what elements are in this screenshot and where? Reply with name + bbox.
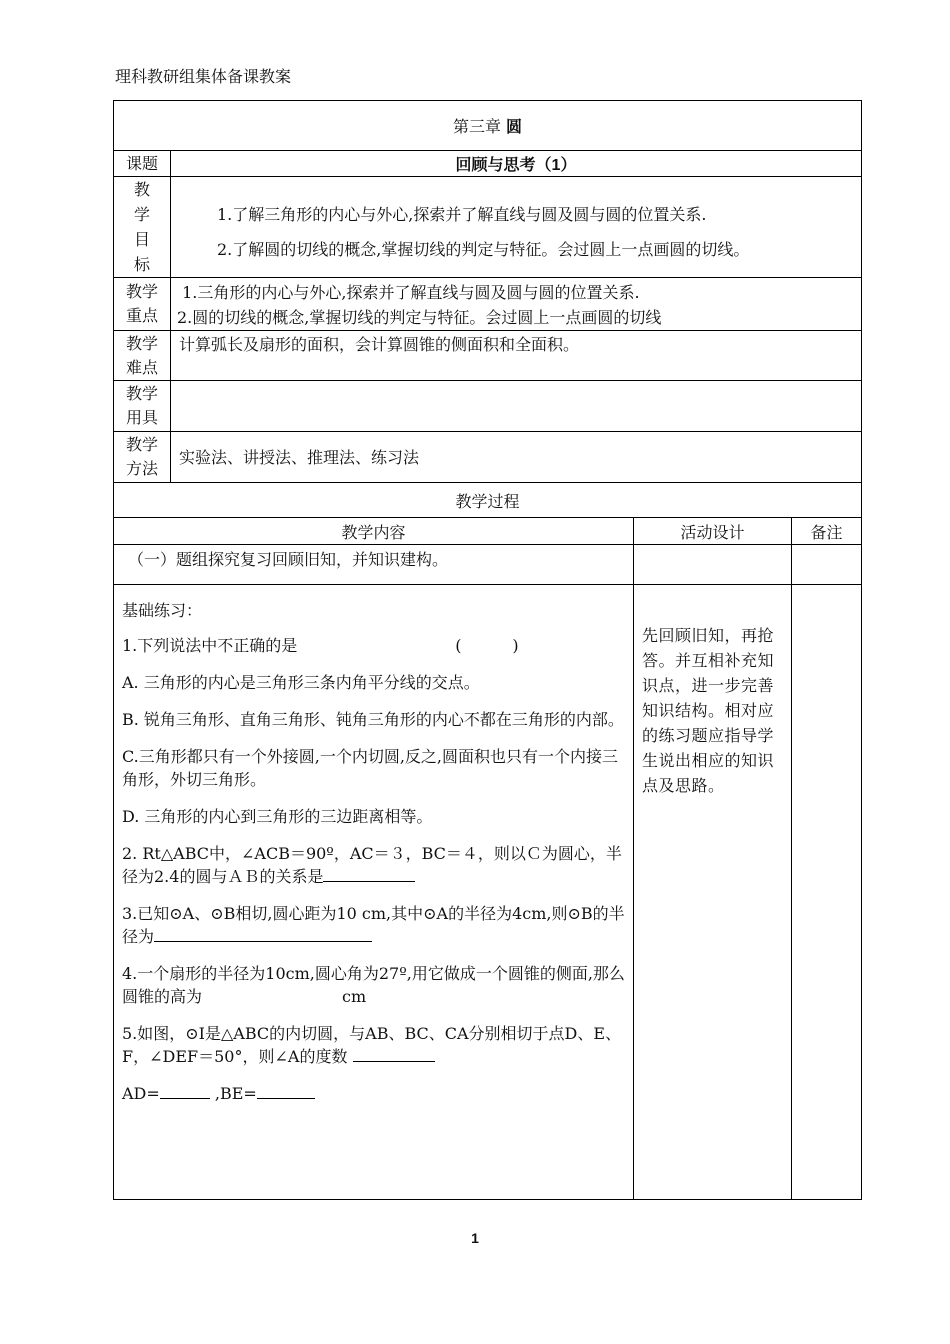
option-d: D. 三角形的内心到三角形的三边距离相等。	[122, 807, 433, 826]
focus-content	[171, 278, 862, 331]
process-intro: （一）题组探究复习回顾旧知，并知识建构。	[114, 545, 634, 585]
exercise-heading: 基础练习：	[122, 601, 203, 620]
page-header: 理科教研组集体备课教案	[115, 67, 292, 86]
intro-notes-cell	[792, 545, 862, 585]
topic-value: 回顾与思考（1）	[171, 151, 862, 177]
answer-blank	[160, 1084, 210, 1099]
answer-blank	[323, 867, 415, 882]
tools-label: 教学 用具	[114, 381, 171, 432]
notes-cell	[792, 585, 862, 1200]
goals-content	[171, 177, 862, 278]
difficulty-content: 计算弧长及扇形的面积，会计算圆锥的侧面积和全面积。	[171, 331, 862, 381]
option-a: A. 三角形的内心是三角形三条内角平分线的交点。	[122, 673, 480, 692]
intro-activity-cell	[634, 545, 792, 585]
question-5: 5.如图，⊙I是△ABC的内切圆，与AB、BC、CA分别相切于点D、E、F，∠DEF＝50°，则∠A的度数	[122, 1024, 622, 1066]
question-5-segments: AD= ,BE=	[122, 1082, 625, 1105]
goal-item: 2.了解圆的切线的概念,掌握切线的判定与特征。会过圆上一点画圆的切线。	[217, 240, 750, 259]
goals-label: 教 学 目 标	[114, 177, 171, 278]
chapter-title	[114, 101, 862, 151]
column-header-notes: 备注	[792, 518, 862, 545]
goal-item: 1.了解三角形的内心与外心,探索并了解直线与圆及圆与圆的位置关系.	[217, 205, 707, 224]
chapter-prefix: 第三章	[452, 117, 501, 136]
answer-blank	[353, 1047, 435, 1062]
tools-content	[171, 381, 862, 432]
topic-label: 课题	[114, 151, 171, 177]
page-number: 1	[471, 1230, 479, 1246]
question-1: 1.下列说法中不正确的是 ( )	[122, 636, 519, 655]
focus-item: 2.圆的切线的概念,掌握切线的判定与特征。会过圆上一点画圆的切线	[177, 308, 662, 327]
option-b: B. 锐角三角形、直角三角形、钝角三角形的内心不都在三角形的内部。	[122, 710, 624, 729]
answer-blank	[154, 927, 372, 942]
focus-item: 1.三角形的内心与外心,探索并了解直线与圆及圆与圆的位置关系.	[177, 283, 640, 302]
focus-label: 教学 重点	[114, 278, 171, 331]
chapter-name: 圆	[506, 117, 523, 136]
unit-cm: cm	[342, 987, 367, 1006]
exercise-content	[114, 585, 634, 1200]
difficulty-label: 教学 难点	[114, 331, 171, 381]
method-label: 教学 方法	[114, 432, 171, 483]
method-content: 实验法、讲授法、推理法、练习法	[171, 432, 862, 483]
column-header-activity: 活动设计	[634, 518, 792, 545]
column-header-content: 教学内容	[114, 518, 634, 545]
question-4: 4.一个扇形的半径为10cm,圆心角为27º,用它做成一个圆锥的侧面,那么圆锥的高为 cm	[122, 964, 625, 1006]
answer-blank	[257, 1084, 315, 1099]
question-2: 2. Rt△ABC中，∠ACB＝90º，AC＝３，BC＝４，则以Ｃ为圆心，半径为2.4的圆与ＡＢ的关系是	[122, 844, 622, 886]
process-title: 教学过程	[114, 483, 862, 518]
option-c: C.三角形都只有一个外接圆,一个内切圆,反之,圆面积也只有一个内接三角形，外切三角形。	[122, 747, 619, 789]
answer-bracket: ( )	[455, 636, 519, 655]
question-3: 3.已知⊙A、⊙B相切,圆心距为10 cm,其中⊙A的半径为4cm,则⊙B的半径为	[122, 904, 625, 946]
lesson-plan-table	[113, 100, 862, 1200]
activity-design: 先回顾旧知，再抢答。并互相补充知识点，进一步完善知识结构。相对应的练习题应指导学生说出相应的知识点及思路。	[634, 585, 792, 1200]
